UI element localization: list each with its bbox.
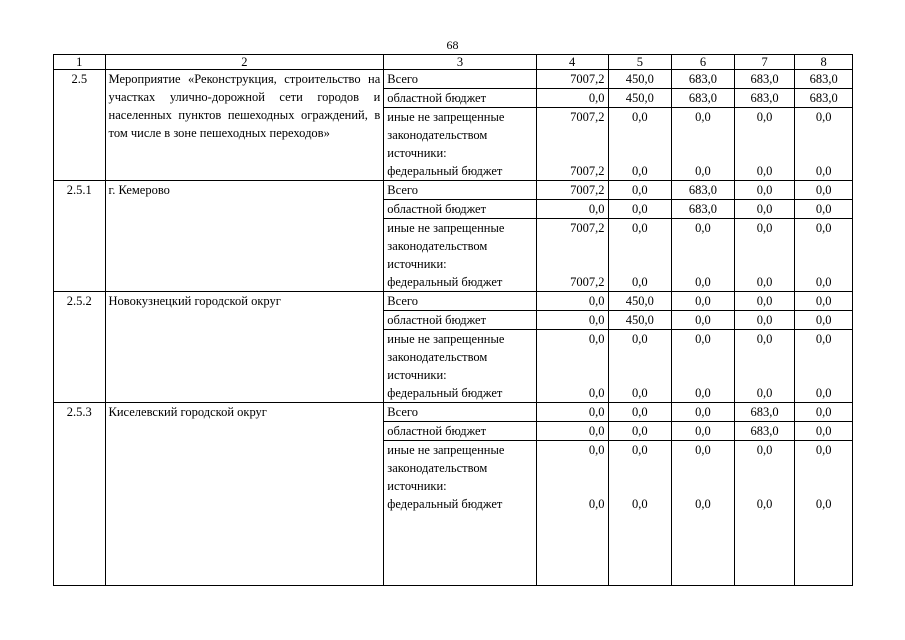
amount-cell: 0,0 bbox=[536, 403, 608, 422]
amount-cell: 450,0 bbox=[608, 89, 672, 108]
amount-cell: 683,0 bbox=[795, 70, 853, 89]
amount-cell: 0,0 bbox=[795, 384, 853, 403]
funding-source-label: Всего bbox=[384, 292, 537, 311]
amount-cell: 683,0 bbox=[734, 70, 795, 89]
amount-cell: 0,0 bbox=[795, 181, 853, 200]
funding-source-label: Всего bbox=[384, 181, 537, 200]
amount-cell: 0,0 bbox=[672, 292, 735, 311]
amount-cell: 0,0 bbox=[795, 495, 853, 586]
table-row bbox=[54, 70, 853, 89]
amount-cell: 0,0 bbox=[536, 495, 608, 586]
funding-source-label: областной бюджет bbox=[384, 422, 537, 441]
funding-source-label: иные не запрещенные законодательством источники: bbox=[384, 330, 537, 385]
amount-cell: 683,0 bbox=[672, 181, 735, 200]
amount-cell: 0,0 bbox=[734, 384, 795, 403]
amount-cell: 0,0 bbox=[795, 311, 853, 330]
funding-source-label: иные не запрещенные законодательством источники: bbox=[384, 441, 537, 496]
amount-cell: 0,0 bbox=[608, 181, 672, 200]
amount-cell: 683,0 bbox=[734, 403, 795, 422]
amount-cell: 0,0 bbox=[795, 292, 853, 311]
amount-cell: 0,0 bbox=[734, 292, 795, 311]
amount-cell: 0,0 bbox=[672, 403, 735, 422]
item-title: г. Кемерово bbox=[105, 181, 384, 292]
amount-cell: 0,0 bbox=[672, 422, 735, 441]
amount-cell: 0,0 bbox=[608, 219, 672, 274]
item-title: Мероприятие «Реконструкция, строительство на участках улично-дорожной сети городов и населенных пунктов пешеходных ограждений, в том числе в зоне пешеходных переходов» bbox=[105, 70, 384, 181]
amount-cell: 0,0 bbox=[795, 330, 853, 385]
amount-cell: 450,0 bbox=[608, 292, 672, 311]
amount-cell: 0,0 bbox=[608, 495, 672, 586]
header-cell: 5 bbox=[608, 55, 672, 70]
amount-cell: 683,0 bbox=[672, 89, 735, 108]
funding-source-label: федеральный бюджет bbox=[384, 273, 537, 292]
amount-cell: 7007,2 bbox=[536, 219, 608, 274]
amount-cell: 0,0 bbox=[672, 384, 735, 403]
header-cell: 8 bbox=[795, 55, 853, 70]
amount-cell: 0,0 bbox=[795, 422, 853, 441]
funding-source-label: иные не запрещенные законодательством источники: bbox=[384, 108, 537, 163]
amount-cell: 0,0 bbox=[536, 441, 608, 496]
amount-cell: 0,0 bbox=[672, 330, 735, 385]
funding-source-label: Всего bbox=[384, 70, 537, 89]
amount-cell: 0,0 bbox=[672, 162, 735, 181]
amount-cell: 0,0 bbox=[734, 219, 795, 274]
amount-cell: 0,0 bbox=[795, 441, 853, 496]
amount-cell: 0,0 bbox=[536, 422, 608, 441]
amount-cell: 0,0 bbox=[734, 311, 795, 330]
amount-cell: 683,0 bbox=[672, 200, 735, 219]
amount-cell: 683,0 bbox=[795, 89, 853, 108]
amount-cell: 0,0 bbox=[608, 273, 672, 292]
page-number: 68 bbox=[446, 38, 459, 52]
amount-cell: 683,0 bbox=[672, 70, 735, 89]
funding-source-label: областной бюджет bbox=[384, 89, 537, 108]
item-code: 2.5.3 bbox=[54, 403, 106, 586]
header-cell: 4 bbox=[536, 55, 608, 70]
amount-cell: 0,0 bbox=[536, 89, 608, 108]
amount-cell: 0,0 bbox=[608, 108, 672, 163]
amount-cell: 0,0 bbox=[536, 384, 608, 403]
amount-cell: 0,0 bbox=[734, 441, 795, 496]
amount-cell: 0,0 bbox=[795, 219, 853, 274]
budget-table bbox=[53, 54, 853, 586]
header-cell: 3 bbox=[384, 55, 537, 70]
amount-cell: 0,0 bbox=[608, 422, 672, 441]
item-title: Киселевский городской округ bbox=[105, 403, 384, 586]
amount-cell: 0,0 bbox=[672, 219, 735, 274]
funding-source-label: федеральный бюджет bbox=[384, 495, 537, 586]
amount-cell: 0,0 bbox=[608, 330, 672, 385]
amount-cell: 0,0 bbox=[608, 162, 672, 181]
amount-cell: 7007,2 bbox=[536, 70, 608, 89]
table-row bbox=[54, 292, 853, 311]
amount-cell: 0,0 bbox=[672, 441, 735, 496]
amount-cell: 0,0 bbox=[795, 273, 853, 292]
amount-cell: 683,0 bbox=[734, 422, 795, 441]
amount-cell: 0,0 bbox=[536, 311, 608, 330]
item-title: Новокузнецкий городской округ bbox=[105, 292, 384, 403]
header-row bbox=[54, 55, 853, 70]
amount-cell: 450,0 bbox=[608, 311, 672, 330]
header-cell: 6 bbox=[672, 55, 735, 70]
amount-cell: 0,0 bbox=[536, 292, 608, 311]
amount-cell: 7007,2 bbox=[536, 181, 608, 200]
amount-cell: 0,0 bbox=[795, 200, 853, 219]
amount-cell: 7007,2 bbox=[536, 162, 608, 181]
table-row bbox=[54, 181, 853, 200]
amount-cell: 0,0 bbox=[672, 311, 735, 330]
amount-cell: 450,0 bbox=[608, 70, 672, 89]
amount-cell: 7007,2 bbox=[536, 273, 608, 292]
funding-source-label: Всего bbox=[384, 403, 537, 422]
amount-cell: 0,0 bbox=[536, 200, 608, 219]
amount-cell: 0,0 bbox=[608, 384, 672, 403]
item-code: 2.5.2 bbox=[54, 292, 106, 403]
amount-cell: 0,0 bbox=[608, 441, 672, 496]
amount-cell: 0,0 bbox=[795, 162, 853, 181]
amount-cell: 683,0 bbox=[734, 89, 795, 108]
table-row bbox=[54, 403, 853, 422]
amount-cell: 0,0 bbox=[672, 108, 735, 163]
amount-cell: 0,0 bbox=[795, 108, 853, 163]
header-cell: 2 bbox=[105, 55, 384, 70]
amount-cell: 0,0 bbox=[734, 181, 795, 200]
funding-source-label: федеральный бюджет bbox=[384, 384, 537, 403]
amount-cell: 0,0 bbox=[608, 200, 672, 219]
amount-cell: 0,0 bbox=[536, 330, 608, 385]
funding-source-label: федеральный бюджет bbox=[384, 162, 537, 181]
amount-cell: 0,0 bbox=[734, 273, 795, 292]
item-code: 2.5 bbox=[54, 70, 106, 181]
amount-cell: 0,0 bbox=[734, 108, 795, 163]
amount-cell: 0,0 bbox=[672, 495, 735, 586]
funding-source-label: иные не запрещенные законодательством источники: bbox=[384, 219, 537, 274]
amount-cell: 0,0 bbox=[734, 330, 795, 385]
amount-cell: 0,0 bbox=[734, 495, 795, 586]
amount-cell: 0,0 bbox=[795, 403, 853, 422]
amount-cell: 0,0 bbox=[608, 403, 672, 422]
header-cell: 7 bbox=[734, 55, 795, 70]
amount-cell: 0,0 bbox=[734, 200, 795, 219]
amount-cell: 0,0 bbox=[672, 273, 735, 292]
item-code: 2.5.1 bbox=[54, 181, 106, 292]
header-cell: 1 bbox=[54, 55, 106, 70]
amount-cell: 0,0 bbox=[734, 162, 795, 181]
amount-cell: 7007,2 bbox=[536, 108, 608, 163]
funding-source-label: областной бюджет bbox=[384, 311, 537, 330]
funding-source-label: областной бюджет bbox=[384, 200, 537, 219]
